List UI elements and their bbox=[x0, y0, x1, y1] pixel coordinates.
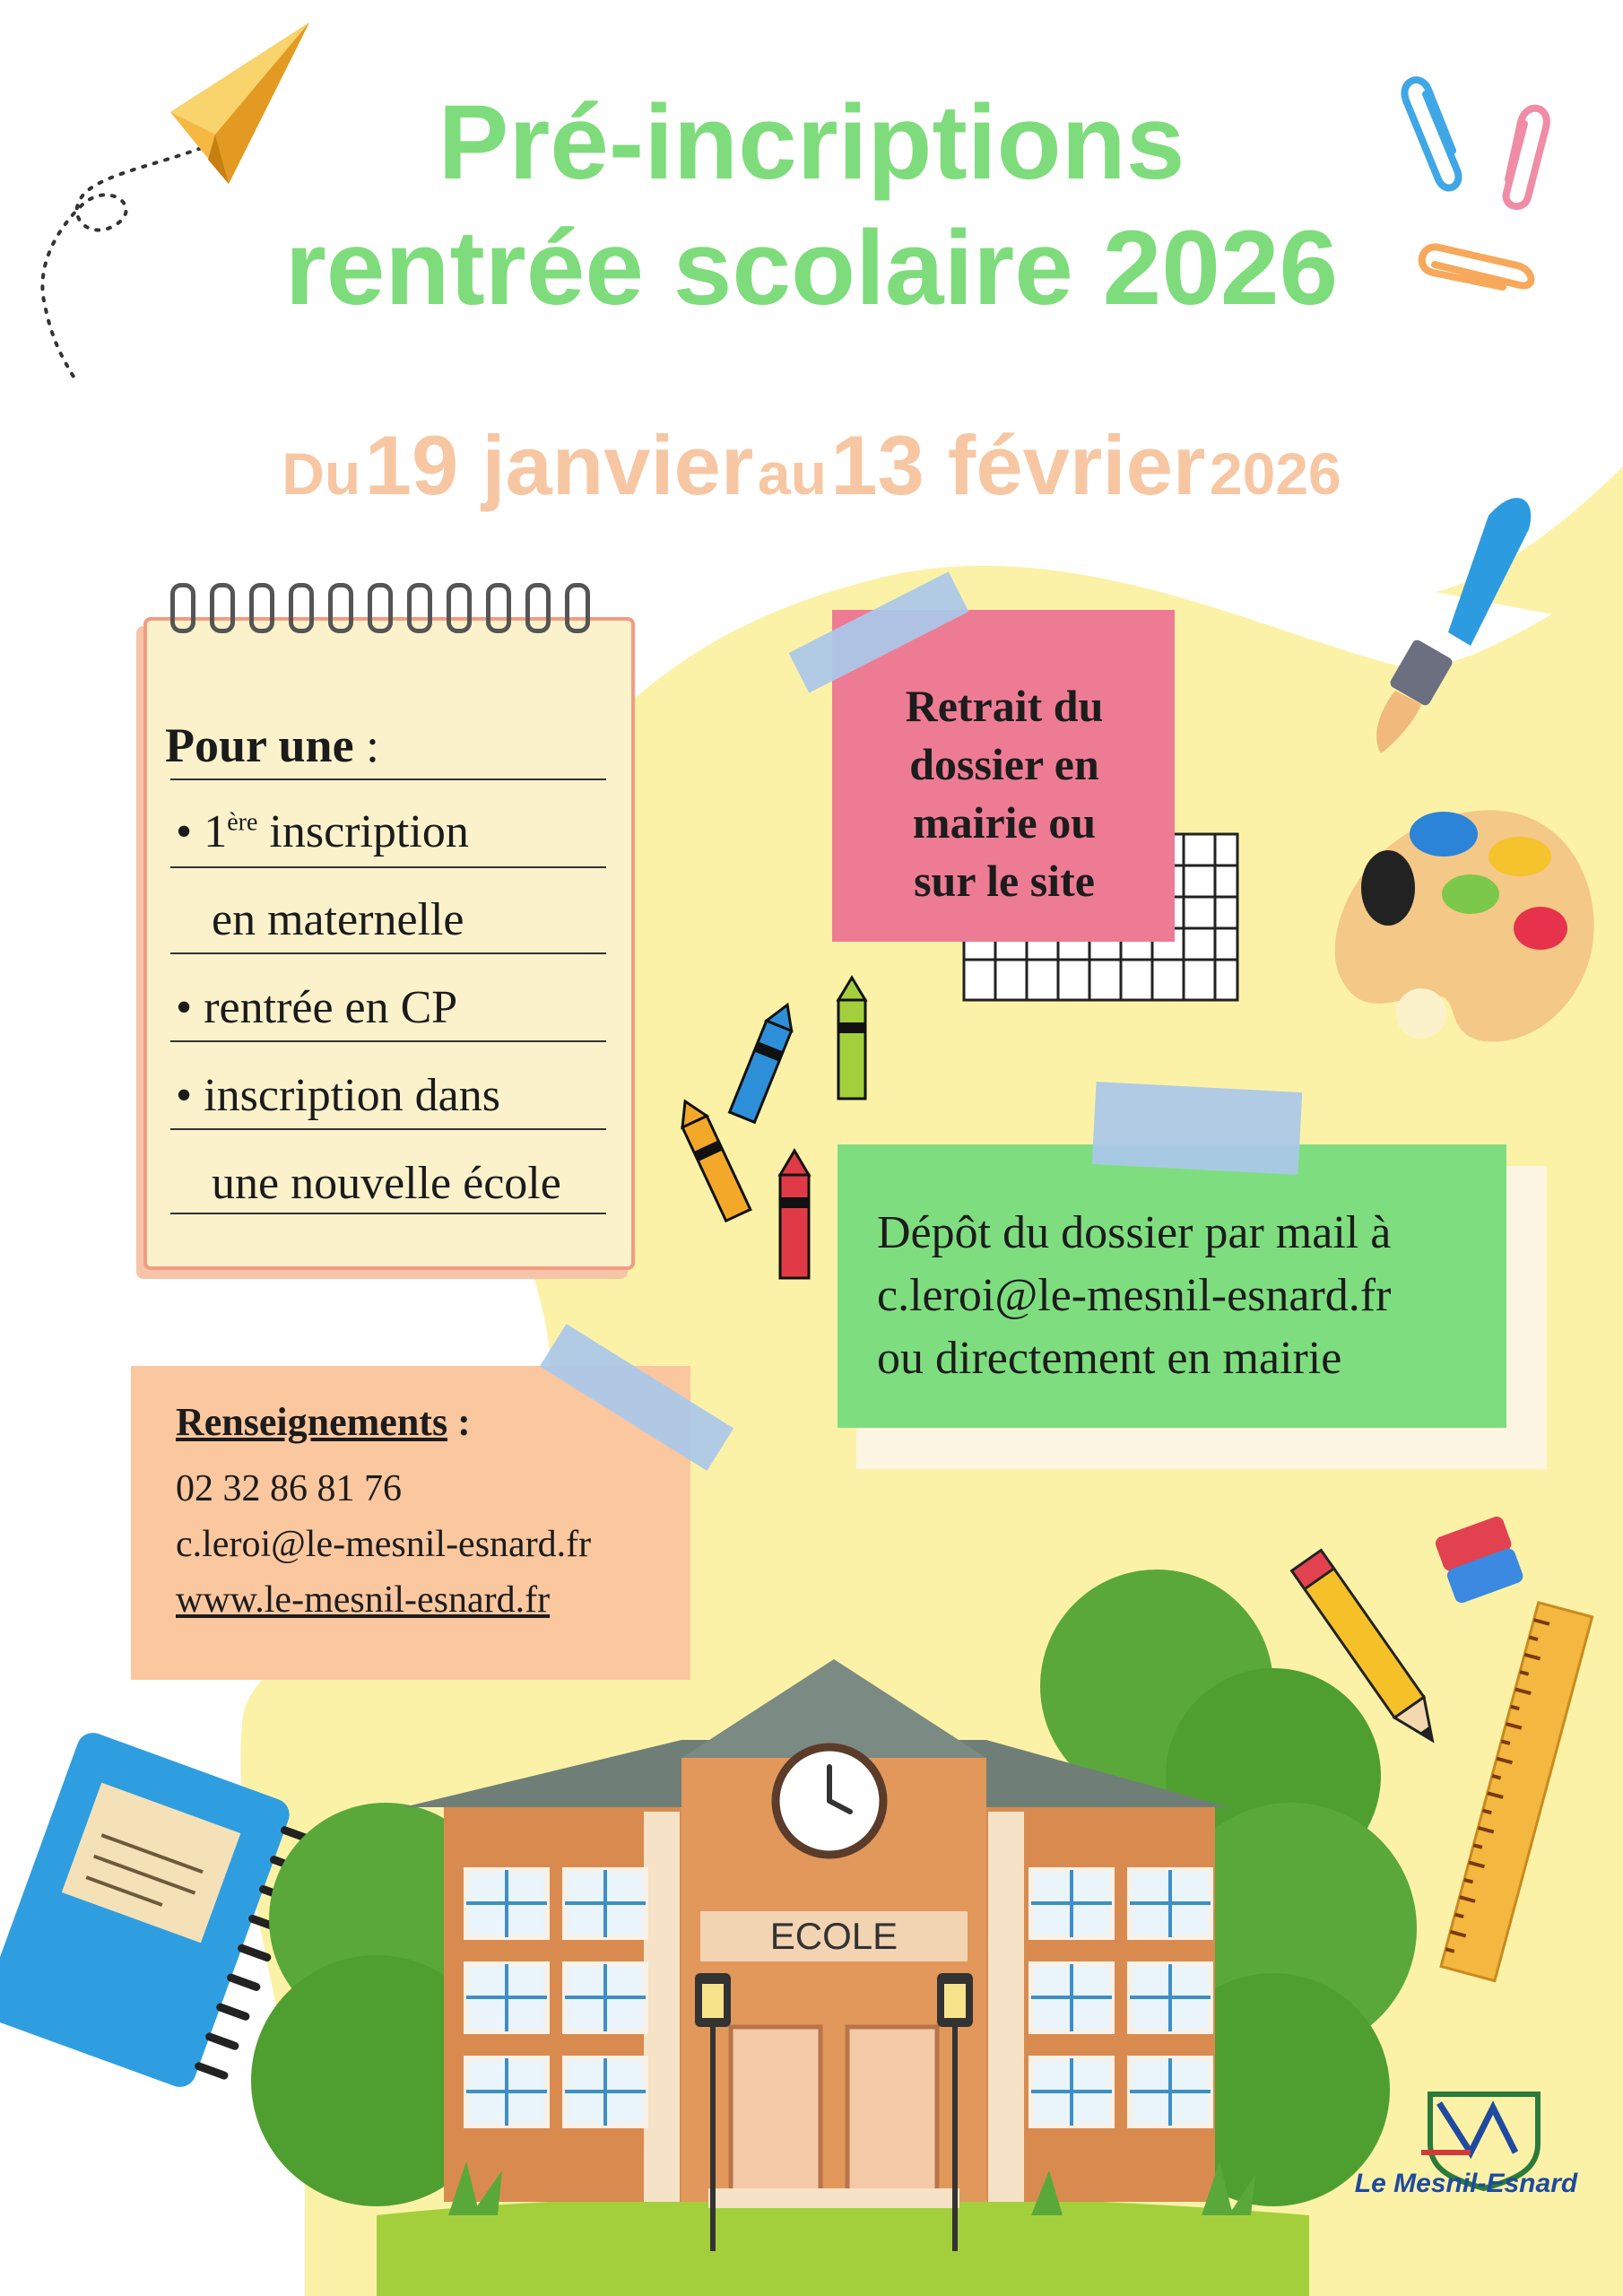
school-door-right bbox=[847, 2027, 937, 2197]
school-sign: ECOLE bbox=[769, 1915, 898, 1957]
notepad-rule bbox=[170, 1213, 606, 1214]
notepad-rule bbox=[170, 866, 606, 868]
school-door-left bbox=[731, 2027, 820, 2197]
title-line-1: Pré-incriptions bbox=[438, 83, 1185, 202]
dates-du: Du bbox=[282, 440, 361, 507]
notepad-item-1: • 1ère inscription bbox=[176, 806, 469, 857]
crayon-green-icon bbox=[838, 978, 865, 1099]
notepad-item-3-cont: une nouvelle école bbox=[212, 1158, 561, 1209]
renseignements-heading: Renseignements : bbox=[176, 1400, 471, 1444]
notepad-item-1-cont: en maternelle bbox=[212, 894, 464, 945]
ground bbox=[377, 2196, 1309, 2296]
registration-dates bbox=[0, 417, 1623, 514]
title-line-2: rentrée scolaire 2026 bbox=[284, 209, 1339, 327]
notepad-spiral-rings bbox=[170, 583, 601, 637]
depot-text: Dépôt du dossier par mail à c.leroi@le-mesnil-esnard.fr ou directement en mairie bbox=[877, 1207, 1392, 1384]
dates-end: 13 février bbox=[830, 418, 1206, 512]
notepad-rule bbox=[170, 1040, 606, 1042]
contact-phone: 02 32 86 81 76 bbox=[176, 1468, 402, 1509]
tape-strip bbox=[1092, 1082, 1302, 1175]
notepad-rule bbox=[170, 778, 606, 780]
notepad-rule bbox=[170, 952, 606, 954]
dates-year: 2026 bbox=[1209, 440, 1341, 507]
dates-start: 19 janvier bbox=[364, 418, 754, 512]
notepad-item-3: • inscription dans bbox=[176, 1070, 500, 1121]
notepad-heading: Pour une : bbox=[165, 718, 380, 772]
notepad-item-2: • rentrée en CP bbox=[176, 982, 458, 1033]
dates-au: au bbox=[757, 440, 827, 507]
contact-email[interactable]: c.leroi@le-mesnil-esnard.fr bbox=[176, 1524, 592, 1565]
crayon-red-icon bbox=[780, 1151, 809, 1278]
notepad-rule bbox=[170, 1128, 606, 1130]
retrait-text: Retrait du dossier en mairie ou sur le site bbox=[905, 681, 1104, 906]
depot-email: c.leroi@le-mesnil-esnard.fr bbox=[877, 1270, 1392, 1321]
contact-website-link[interactable]: www.le-mesnil-esnard.fr bbox=[176, 1579, 551, 1621]
town-logo-name: Le Mesnil-Esnard bbox=[1354, 2169, 1578, 2198]
